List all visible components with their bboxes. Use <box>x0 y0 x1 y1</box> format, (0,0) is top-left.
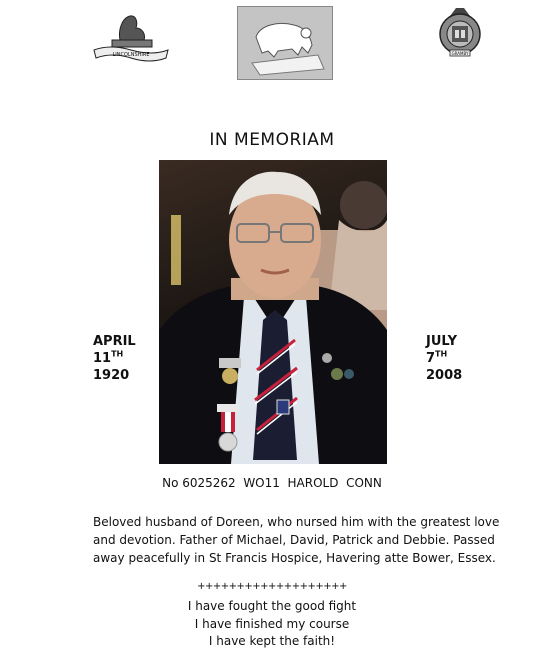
death-date <box>426 333 462 384</box>
polar-bear-icon <box>238 7 332 79</box>
tribute-paragraph: Beloved husband of Doreen, who nursed him with the greatest love and devotion. Father of Michael, David, Patrick and Debbie. Passed away peacefully in St Francis Hospice, Havering atte Bower, Essex. <box>93 515 500 565</box>
sphinx-badge-icon <box>90 10 172 66</box>
death-day: 7 <box>426 351 436 366</box>
death-year: 2008 <box>426 368 463 383</box>
death-day-line <box>426 350 462 367</box>
regimental-emblem-right <box>432 6 488 58</box>
memorial-title: IN MEMORIAM <box>209 130 335 150</box>
service-name-line: No 6025262 WO11 HAROLD CONN <box>162 476 382 490</box>
death-day-suffix: TH <box>435 349 448 359</box>
polar-bear-emblem <box>237 6 333 80</box>
left-badge-scroll-text: LINCOLNSHIRE <box>112 52 150 58</box>
portrait-illustration <box>159 160 387 464</box>
separator-line: +++++++++++++++++++ <box>197 581 347 592</box>
birth-year: 1920 <box>93 368 130 383</box>
verse-line-2: I have finished my course <box>194 617 350 631</box>
portrait-photo <box>159 160 387 464</box>
castle-crest-icon <box>432 6 488 58</box>
birth-day-line <box>93 350 136 367</box>
verse-line-1: I have fought the good fight <box>187 599 357 613</box>
birth-day: 11 <box>93 351 112 366</box>
regimental-emblem-left <box>90 10 172 66</box>
death-month: JULY <box>426 334 458 349</box>
right-badge-scroll-text: GRAMBY <box>451 51 469 56</box>
birth-month: APRIL <box>93 334 136 349</box>
birth-date <box>93 333 136 384</box>
verse-line-3: I have kept the faith! <box>208 634 336 648</box>
birth-day-suffix: TH <box>111 349 124 359</box>
